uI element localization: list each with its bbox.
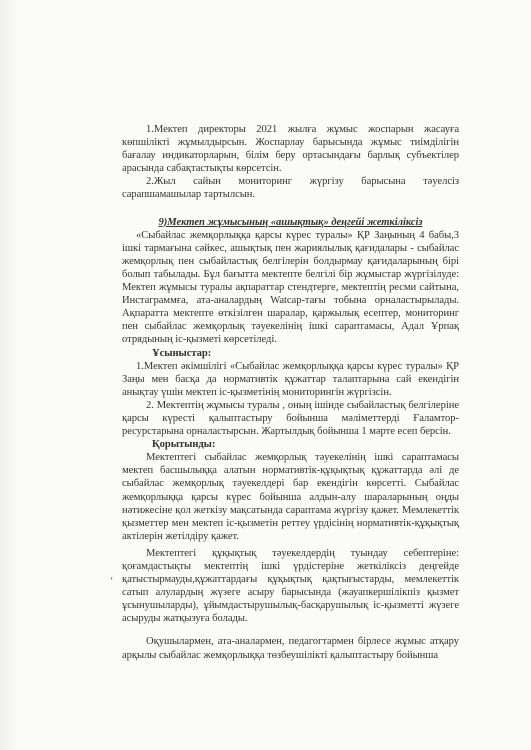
paragraph-recommendation-1: 1.Мектеп директоры 2021 жылға жұмыс жоспарын жасауға көпшілікті жұмылдырсын. Жоспарлау барысында жұмыс тиімділігін бағалау индикаторларын, білім беру ортасындағы барлық субъектілер арасында сабақтастықты көрсетсін.	[122, 124, 459, 175]
section-heading-openness	[122, 216, 459, 229]
document-body	[122, 123, 459, 662]
paragraph-conclusion-3: Оқушылармен, ата-аналармен, педагогтармен бірлесе жұмыс атқару арқылы сыбайлас жемқорлыққа төзбеушілікті қалыптастыру бойынша	[122, 636, 459, 661]
paragraph-recommendation-internet: 2. Мектептің жұмысы туралы , оның ішінде сыбайластық белгілеріне қарсы күресті қалыптастыру бойынша мәліметтерді Ғаламтор- ресурстарына орналастырсын. Жартылдық бойынша 1 мәрте есеп берсін.	[122, 399, 459, 438]
stray-scan-mark: ʻ	[110, 576, 114, 587]
paragraph-recommendation-2: 2.Жыл сайын мониторинг жүргізу барысына тәуелсіз сарапшамашылар тартылсын.	[122, 176, 459, 201]
section-heading-text: 9)Мектеп жұмысының «ашықтық» деңгейі жеткіліксіз	[158, 216, 423, 228]
paragraph-openness-body: «Сыбайлас жемқорлыққа қарсы күрес туралы» ҚР Заңының 4 бабы,3 ішкі тармағына сәйкес, ашықтық пен жариялылық қағидалары - сыбайлас жемқорлық пен сыбайластық белгілерін болдырмау қағидаларының бірі болып табылады. Бұл бағытта мектепте белгілі бір жұмыстар жүргізілуде: Мектеп жұмысы туралы ақпараттар стендтерге, мектептің ресми сайтына, Инстаграммға, ата-аналардың Watcap-тағы тобына орналастырылады. Ақпаратта мектепте өткізілген шаралар, қаржылық есептер, мониторинг пен сыбайлас жемқорлық тәуекелінің ішкі сараптамасы, Адал Ұрпақ отрядының іс-қызметі көрсетіледі.	[122, 229, 459, 346]
heading-recommendations: Ұсыныстар:	[152, 347, 212, 359]
page-fold-shadow	[0, 0, 18, 750]
paragraph-conclusion-1: Мектептегі сыбайлас жемқорлық тәуекелінің ішкі сараптамасы мектеп басшылыққа алатын нормативтік-құқықтық құжаттарда әлі де сыбайлас жемқорлық тәуекелдері бар екендігін көрсетті. Сыбайлас жемқорлыққа қарсы күрес бойынша алдын-алу шараларының оңды нәтижесіне қол жеткізу мақсатында сараптама жүргізу қажет. Мемлекеттік қызметтер мен мектеп іс-қызметін реттеу үрдісінің нормативтік-құқықтық актілерін жетілдіру қажет.	[122, 452, 459, 542]
heading-conclusion: Қорытынды:	[152, 439, 216, 451]
paragraph-recommendation-monitoring: 1.Мектеп әкімшілігі «Сыбайлас жемқорлыққа қарсы күрес туралы» ҚР Заңы мен басқа да нормативтік құжаттар талаптарына сай екендігін анықтау үшін мектеп іс-қызметінің мониторингін жүргізсін.	[122, 360, 459, 398]
paragraph-conclusion-2: Мектептегі құқықтық тәуекелдердің туындау себептеріне: қоғамдастықты мектептің ішкі үрдістеріне жеткіліксіз деңгейде қатыстырмауды,құжаттардағы құқықтық қақтығыстарды, мемлекеттік сатып алулардың жүзеге асыру барысында (жауапкершілікпіз қызмет ұсынушыларды), ұйымдастырушылық-басқарушылық іс-қызметті жүзеге асыруды жатқызуға болады.	[122, 547, 459, 625]
